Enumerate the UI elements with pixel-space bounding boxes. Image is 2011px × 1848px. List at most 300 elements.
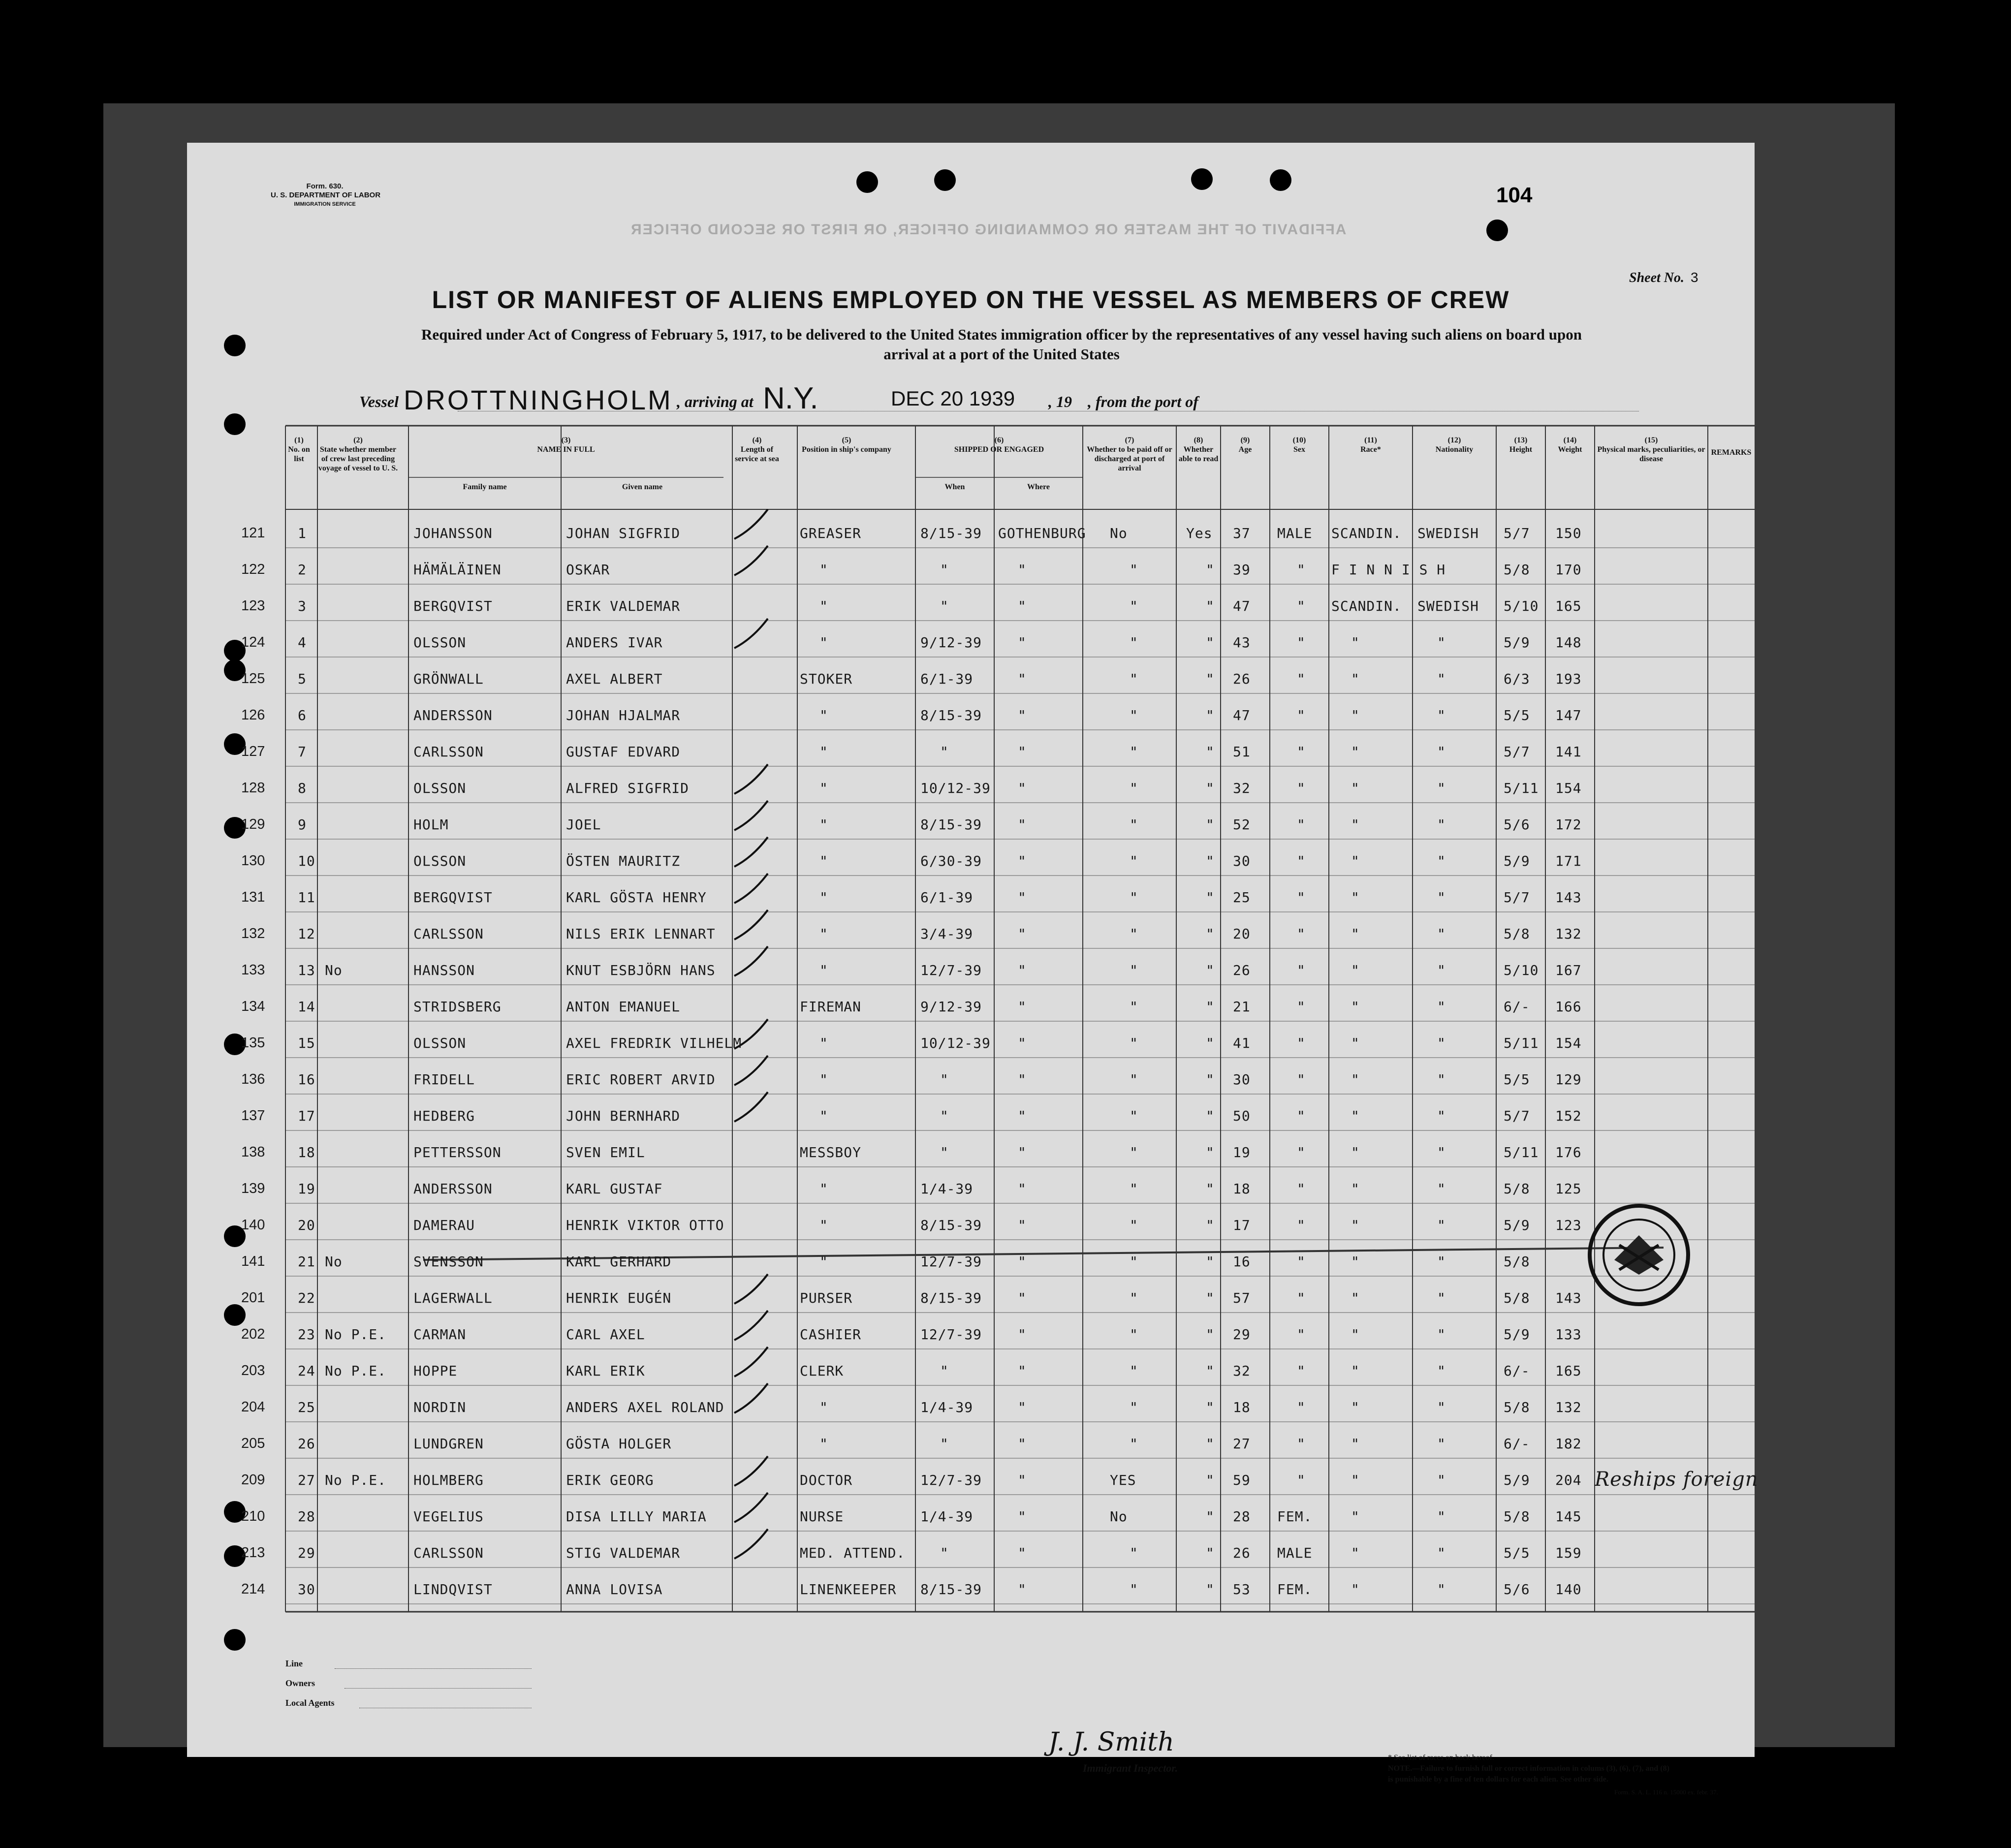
row-shipped-where: " [1018, 1108, 1027, 1124]
row-race: " [1351, 1472, 1360, 1488]
col-14-header [1545, 436, 1595, 454]
col-7-label: Whether to be paid off or discharged at port of arrival [1087, 445, 1172, 472]
row-sex: " [1297, 1472, 1306, 1488]
col-11-label: Race* [1360, 445, 1381, 454]
row-sex: " [1297, 1217, 1306, 1233]
row-able-to-read: " [1206, 1399, 1215, 1415]
col-5-num: (5) [842, 436, 851, 444]
service-tick-mark [734, 910, 768, 940]
row-position: " [819, 1217, 828, 1233]
col-6a-header: When [944, 483, 965, 491]
row-shipped-when: " [940, 562, 949, 578]
row-given-name: JOHAN SIGFRID [566, 525, 681, 541]
row-weight: 152 [1555, 1108, 1582, 1124]
row-race: " [1351, 1144, 1360, 1160]
col-6-header [915, 436, 1083, 454]
row-weight: 176 [1555, 1144, 1582, 1160]
row-position: " [819, 1108, 828, 1124]
row-family-name: JOHANSSON [413, 525, 493, 541]
row-sequence-number: 124 [241, 634, 265, 650]
row-race: " [1351, 671, 1360, 687]
row-paid-off: " [1130, 1363, 1138, 1379]
row-weight: 145 [1555, 1508, 1582, 1525]
row-height: 5/8 [1504, 1508, 1530, 1525]
row-family-name: OLSSON [413, 780, 467, 796]
row-paid-off: No [1110, 1508, 1128, 1525]
row-shipped-where: " [1018, 1436, 1027, 1452]
row-sex: FEM. [1277, 1581, 1313, 1597]
row-sex: " [1297, 744, 1306, 760]
form-number: Form. 630. [306, 182, 344, 190]
row-shipped-when: " [940, 1108, 949, 1124]
row-age: 30 [1233, 853, 1251, 869]
row-age: 17 [1233, 1217, 1251, 1233]
row-weight: 182 [1555, 1436, 1582, 1452]
row-previous-voyage: No [325, 962, 343, 978]
row-family-name: ANDERSSON [413, 707, 493, 723]
col-12-num: (12) [1447, 436, 1461, 444]
row-able-to-read: " [1206, 853, 1215, 869]
col-2-header [317, 436, 399, 473]
row-given-name: KNUT ESBJÖRN HANS [566, 962, 716, 978]
row-given-name: NILS ERIK LENNART [566, 926, 716, 942]
row-sequence-number: 213 [241, 1545, 265, 1561]
row-paid-off: YES [1110, 1472, 1136, 1488]
row-able-to-read: " [1206, 1253, 1215, 1270]
row-race: " [1351, 816, 1360, 833]
arrival-date: DEC 20 1939 [891, 387, 1015, 410]
row-position: GREASER [800, 525, 862, 541]
row-sex: " [1297, 1363, 1306, 1379]
row-list-number: 18 [298, 1144, 315, 1160]
row-given-name: ANNA LOVISA [566, 1581, 663, 1597]
row-shipped-where: " [1018, 1181, 1027, 1197]
row-weight: 129 [1555, 1071, 1582, 1088]
service-tick-mark [734, 1383, 768, 1413]
row-weight: 132 [1555, 1399, 1582, 1415]
row-sequence-number: 141 [241, 1253, 265, 1269]
service-tick-mark [734, 1493, 768, 1522]
row-given-name: DISA LILLY MARIA [566, 1508, 707, 1525]
row-age: 59 [1233, 1472, 1251, 1488]
row-sex: " [1297, 562, 1306, 578]
row-age: 52 [1233, 816, 1251, 833]
row-shipped-where: " [1018, 1071, 1027, 1088]
row-race: " [1351, 853, 1360, 869]
row-family-name: HOLM [413, 816, 449, 833]
row-height: 5/6 [1504, 816, 1530, 833]
row-paid-off: " [1130, 1326, 1138, 1343]
col-15-header [1595, 436, 1708, 464]
row-weight: 148 [1555, 634, 1582, 651]
row-shipped-where: " [1018, 634, 1027, 651]
row-paid-off: No [1110, 525, 1128, 541]
col-6-num: (6) [994, 436, 1004, 444]
form-code: Form. S. A. L. 116 n. 15000 ex. febr. 37. [1614, 1788, 1718, 1796]
row-sequence-number: 136 [241, 1071, 265, 1087]
row-sequence-number: 137 [241, 1108, 265, 1124]
row-shipped-where: " [1018, 1253, 1027, 1270]
row-paid-off: " [1130, 707, 1138, 723]
row-height: 6/- [1504, 999, 1530, 1015]
row-able-to-read: " [1206, 1326, 1215, 1343]
col-12-header [1413, 436, 1496, 454]
row-list-number: 30 [298, 1581, 315, 1597]
row-able-to-read: " [1206, 1035, 1215, 1051]
row-sex: " [1297, 1436, 1306, 1452]
row-position: DOCTOR [800, 1472, 853, 1488]
row-race: " [1351, 1108, 1360, 1124]
row-nationality: " [1437, 1217, 1446, 1233]
row-age: 41 [1233, 1035, 1251, 1051]
row-shipped-where: " [1018, 744, 1027, 760]
row-family-name: DAMERAU [413, 1217, 475, 1233]
row-shipped-when: 3/4-39 [920, 926, 974, 942]
row-position: " [819, 780, 828, 796]
row-paid-off: " [1130, 1144, 1138, 1160]
col-14-label: Weight [1558, 445, 1582, 454]
row-given-name: ANTON EMANUEL [566, 999, 681, 1015]
row-remarks: Reships foreign [1595, 1468, 1759, 1491]
row-sequence-number: 123 [241, 598, 265, 614]
row-nationality: " [1437, 1035, 1446, 1051]
row-height: 5/10 [1504, 598, 1539, 614]
row-paid-off: " [1130, 926, 1138, 942]
col-6b-header: Where [1027, 483, 1050, 491]
row-position: MESSBOY [800, 1144, 862, 1160]
row-sequence-number: 135 [241, 1035, 265, 1051]
row-position: STOKER [800, 671, 853, 687]
row-given-name: JOHN BERNHARD [566, 1108, 681, 1124]
row-nationality: " [1437, 1253, 1446, 1270]
row-nationality: " [1437, 999, 1446, 1015]
col-9-num: (9) [1240, 436, 1250, 444]
row-position: " [819, 962, 828, 978]
row-able-to-read: " [1206, 1144, 1215, 1160]
row-nationality: " [1437, 1472, 1446, 1488]
row-previous-voyage: No P.E. [325, 1326, 387, 1343]
row-position: " [819, 1436, 828, 1452]
row-shipped-where: GOTHENBURG [998, 525, 1086, 541]
row-shipped-when: 1/4-39 [920, 1181, 974, 1197]
row-shipped-when: 10/12-39 [920, 780, 991, 796]
row-able-to-read: " [1206, 1581, 1215, 1597]
row-family-name: GRÖNWALL [413, 671, 484, 687]
row-age: 18 [1233, 1181, 1251, 1197]
row-height: 5/5 [1504, 707, 1530, 723]
row-paid-off: " [1130, 1108, 1138, 1124]
row-age: 47 [1233, 598, 1251, 614]
row-able-to-read: " [1206, 780, 1215, 796]
row-age: 26 [1233, 1545, 1251, 1561]
row-nationality: " [1437, 1144, 1446, 1160]
page-title: LIST OR MANIFEST OF ALIENS EMPLOYED ON THE VESSEL AS MEMBERS OF CREW [432, 286, 1510, 313]
row-nationality: " [1437, 671, 1446, 687]
row-race: " [1351, 1326, 1360, 1343]
row-sequence-number: 131 [241, 889, 265, 905]
col-15-label: Physical marks, peculiarities, or disease [1597, 445, 1705, 463]
row-sequence-number: 132 [241, 926, 265, 941]
row-position: NURSE [800, 1508, 844, 1525]
row-weight: 154 [1555, 1035, 1582, 1051]
row-able-to-read: " [1206, 744, 1215, 760]
row-height: 5/8 [1504, 1290, 1530, 1306]
row-position: CLERK [800, 1363, 844, 1379]
row-height: 6/- [1504, 1363, 1530, 1379]
row-shipped-when: 12/7-39 [920, 1472, 982, 1488]
row-height: 5/7 [1504, 1108, 1530, 1124]
row-paid-off: " [1130, 816, 1138, 833]
service-tick-mark [734, 1092, 768, 1122]
row-able-to-read: " [1206, 1472, 1215, 1488]
row-weight: 193 [1555, 671, 1582, 687]
row-family-name: PETTERSSON [413, 1144, 502, 1160]
row-position: " [819, 562, 828, 578]
col-11-num: (11) [1364, 436, 1377, 444]
row-able-to-read: " [1206, 1545, 1215, 1561]
fine-note: NOTE.—Failure to furnish full or correct information in colums (3), (6), (7), and (8) [1388, 1764, 1669, 1773]
row-position: " [819, 1071, 828, 1088]
row-height: 5/8 [1504, 562, 1530, 578]
service-tick-mark [734, 1311, 768, 1340]
col-5-label: Position in ship's company [802, 445, 891, 454]
row-paid-off: " [1130, 1545, 1138, 1561]
row-race: " [1351, 1035, 1360, 1051]
owners-label: Owners [285, 1678, 315, 1688]
row-sex: " [1297, 598, 1306, 614]
row-shipped-where: " [1018, 1326, 1027, 1343]
row-family-name: ANDERSSON [413, 1181, 493, 1197]
row-shipped-where: " [1018, 671, 1027, 687]
race-note: * See list of races on back hereof. [1388, 1754, 1494, 1762]
row-position: " [819, 853, 828, 869]
row-given-name: STIG VALDEMAR [566, 1545, 681, 1561]
row-age: 47 [1233, 707, 1251, 723]
row-paid-off: " [1130, 962, 1138, 978]
row-sex: " [1297, 707, 1306, 723]
row-paid-off: " [1130, 1071, 1138, 1088]
vessel-name: DROTTNINGHOLM [404, 384, 673, 415]
row-sex: " [1297, 1253, 1306, 1270]
col-1-label: No. on list [288, 445, 310, 463]
row-list-number: 21 [298, 1253, 315, 1270]
inspector-label: Immigrant Inspector. [1083, 1762, 1178, 1774]
row-position: CASHIER [800, 1326, 862, 1343]
row-family-name: HEDBERG [413, 1108, 475, 1124]
row-nationality: " [1437, 853, 1446, 869]
row-paid-off: " [1130, 853, 1138, 869]
row-age: 25 [1233, 889, 1251, 906]
arriving-label: , arriving at [677, 393, 754, 410]
row-able-to-read: " [1206, 707, 1215, 723]
row-nationality: " [1437, 1290, 1446, 1306]
row-nationality: " [1437, 926, 1446, 942]
row-sex: " [1297, 962, 1306, 978]
service-tick-mark [734, 946, 768, 976]
row-weight: 166 [1555, 999, 1582, 1015]
row-nationality: SWEDISH [1417, 525, 1479, 541]
row-given-name: ANDERS AXEL ROLAND [566, 1399, 724, 1415]
row-sequence-number: 130 [241, 853, 265, 869]
row-shipped-where: " [1018, 1035, 1027, 1051]
row-shipped-where: " [1018, 598, 1027, 614]
row-sex: MALE [1277, 525, 1313, 541]
row-list-number: 6 [298, 707, 307, 723]
row-sequence-number: 126 [241, 707, 265, 723]
col-4-header [732, 436, 782, 464]
row-sequence-number: 128 [241, 780, 265, 796]
row-paid-off: " [1130, 1290, 1138, 1306]
service-tick-mark [734, 1529, 768, 1559]
row-shipped-where: " [1018, 562, 1027, 578]
col-10-label: Sex [1293, 445, 1305, 454]
row-able-to-read: " [1206, 962, 1215, 978]
row-nationality: " [1437, 1181, 1446, 1197]
row-age: 26 [1233, 962, 1251, 978]
col-7-header [1083, 436, 1176, 473]
row-able-to-read: " [1206, 926, 1215, 942]
row-given-name: JOHAN HJALMAR [566, 707, 681, 723]
row-shipped-when: 8/15-39 [920, 1581, 982, 1597]
row-given-name: GÖSTA HOLGER [566, 1436, 672, 1452]
service-name: IMMIGRATION SERVICE [294, 201, 356, 207]
row-given-name: ERIK VALDEMAR [566, 598, 681, 614]
row-given-name: ERIC ROBERT ARVID [566, 1071, 716, 1088]
row-race: " [1351, 999, 1360, 1015]
row-sex: " [1297, 1071, 1306, 1088]
row-paid-off: " [1130, 889, 1138, 906]
row-race: " [1351, 1436, 1360, 1452]
row-race: " [1351, 1217, 1360, 1233]
row-position: " [819, 598, 828, 614]
row-sex: " [1297, 1326, 1306, 1343]
row-sex: " [1297, 1181, 1306, 1197]
row-list-number: 19 [298, 1181, 315, 1197]
row-paid-off: " [1130, 598, 1138, 614]
row-given-name: ERIK GEORG [566, 1472, 654, 1488]
row-sequence-number: 205 [241, 1436, 265, 1451]
row-family-name: SVENSSON [413, 1253, 484, 1270]
row-race: " [1351, 1581, 1360, 1597]
row-nationality: " [1437, 962, 1446, 978]
row-given-name: SVEN EMIL [566, 1144, 645, 1160]
row-given-name: CARL AXEL [566, 1326, 645, 1343]
row-sex: " [1297, 634, 1306, 651]
row-position: " [819, 1181, 828, 1197]
row-list-number: 3 [298, 598, 307, 614]
row-paid-off: " [1130, 671, 1138, 687]
row-weight: 143 [1555, 889, 1582, 906]
col-2-num: (2) [353, 436, 363, 444]
row-height: 5/7 [1504, 744, 1530, 760]
row-race: " [1351, 744, 1360, 760]
col-14-num: (14) [1563, 436, 1577, 444]
col-3-num: (3) [561, 436, 571, 444]
row-race: SCANDIN. [1331, 598, 1402, 614]
row-shipped-when: " [940, 598, 949, 614]
row-able-to-read: " [1206, 634, 1215, 651]
row-sequence-number: 204 [241, 1399, 265, 1415]
row-nationality: " [1437, 1581, 1446, 1597]
row-list-number: 10 [298, 853, 315, 869]
department-name: U. S. DEPARTMENT OF LABOR [271, 191, 381, 199]
col-15-num: (15) [1644, 436, 1658, 444]
row-family-name: LINDQVIST [413, 1581, 493, 1597]
row-weight: 167 [1555, 962, 1582, 978]
row-race: " [1351, 634, 1360, 651]
row-shipped-when: 8/15-39 [920, 1217, 982, 1233]
service-tick-mark [734, 1274, 768, 1304]
line-dotted [335, 1668, 532, 1669]
row-race: " [1351, 707, 1360, 723]
col-8-header [1176, 436, 1221, 464]
col-4-num: (4) [752, 436, 762, 444]
row-given-name: HENRIK VIKTOR OTTO [566, 1217, 724, 1233]
row-list-number: 25 [298, 1399, 315, 1415]
row-paid-off: " [1130, 1581, 1138, 1597]
row-family-name: OLSSON [413, 1035, 467, 1051]
row-list-number: 13 [298, 962, 315, 978]
service-tick-mark [734, 546, 768, 575]
row-list-number: 28 [298, 1508, 315, 1525]
row-list-number: 15 [298, 1035, 315, 1051]
row-family-name: CARLSSON [413, 1545, 484, 1561]
row-shipped-when: " [940, 744, 949, 760]
row-shipped-where: " [1018, 889, 1027, 906]
row-list-number: 5 [298, 671, 307, 687]
row-race: " [1351, 1545, 1360, 1561]
col-3-label: NAME IN FULL [537, 445, 595, 454]
row-shipped-where: " [1018, 926, 1027, 942]
row-able-to-read: " [1206, 1290, 1215, 1306]
row-able-to-read: " [1206, 816, 1215, 833]
row-family-name: BERGQVIST [413, 889, 493, 906]
year-label: , 19 [1048, 393, 1072, 410]
row-height: 5/7 [1504, 525, 1530, 541]
manifest-sheet [187, 143, 1759, 1796]
row-position: " [819, 1035, 828, 1051]
row-weight: 133 [1555, 1326, 1582, 1343]
row-weight: 150 [1555, 525, 1582, 541]
row-height: 5/9 [1504, 634, 1530, 651]
service-tick-mark [734, 764, 768, 794]
row-shipped-when: 9/12-39 [920, 999, 982, 1015]
row-position: MED. ATTEND. [800, 1545, 906, 1561]
row-age: 53 [1233, 1581, 1251, 1597]
row-paid-off: " [1130, 744, 1138, 760]
row-list-number: 20 [298, 1217, 315, 1233]
row-shipped-when: 12/7-39 [920, 1253, 982, 1270]
row-age: 21 [1233, 999, 1251, 1015]
row-shipped-when: 6/30-39 [920, 853, 982, 869]
row-age: 50 [1233, 1108, 1251, 1124]
row-sequence-number: 214 [241, 1581, 265, 1597]
row-family-name: CARMAN [413, 1326, 467, 1343]
row-weight: 171 [1555, 853, 1582, 869]
row-list-number: 12 [298, 926, 315, 942]
row-able-to-read: " [1206, 671, 1215, 687]
row-given-name: OSKAR [566, 562, 610, 578]
col-11-header [1329, 436, 1413, 454]
col-4-label: Length of service at sea [735, 445, 779, 463]
row-race: " [1351, 1290, 1360, 1306]
service-tick-mark [734, 1056, 768, 1085]
row-age: 43 [1233, 634, 1251, 651]
row-shipped-when: 12/7-39 [920, 962, 982, 978]
row-shipped-where: " [1018, 1508, 1027, 1525]
mirrored-heading: AFFIDAVIT OF THE MASTER OR COMMANDING OFFICER, OR FIRST OR SECOND OFFICER [630, 221, 1347, 238]
row-race: " [1351, 1253, 1360, 1270]
